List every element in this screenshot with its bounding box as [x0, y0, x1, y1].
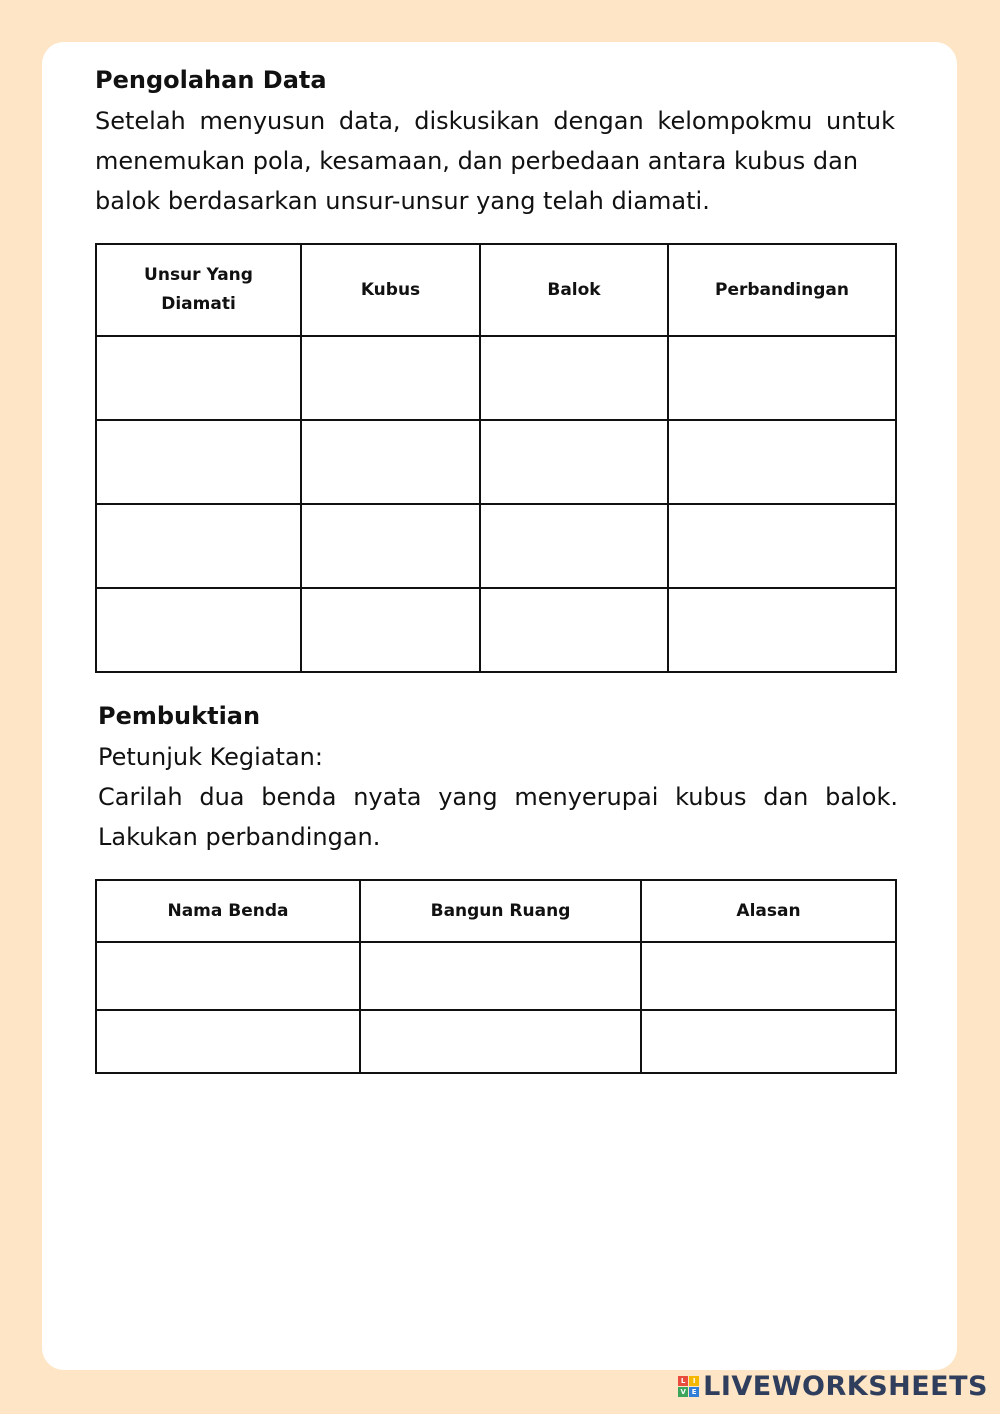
header-nama-benda: Nama Benda: [96, 880, 360, 942]
proof-table: [95, 879, 897, 1074]
section-paragraph-pengolahan-data-last-line: balok berdasarkan unsur-unsur yang telah diamati.: [95, 187, 710, 215]
answer-cell[interactable]: [301, 336, 480, 420]
logo-letter-i: I: [689, 1376, 699, 1386]
liveworksheets-brand-name: LIVEWORKSHEETS: [703, 1371, 988, 1402]
answer-cell[interactable]: [480, 588, 668, 672]
answer-cell[interactable]: [96, 504, 301, 588]
answer-cell[interactable]: [360, 942, 641, 1010]
table-header-row: [96, 244, 896, 336]
header-perbandingan: Perbandingan: [668, 244, 896, 336]
header-kubus: Kubus: [301, 244, 480, 336]
logo-letter-e: E: [689, 1387, 699, 1397]
header-unsur-line2: Diamati: [161, 294, 236, 314]
section-title-pembuktian: Pembuktian: [98, 702, 261, 730]
answer-cell[interactable]: [96, 588, 301, 672]
table-row: [96, 588, 896, 672]
logo-letter-l: L: [678, 1376, 688, 1386]
answer-cell[interactable]: [96, 1010, 360, 1073]
answer-cell[interactable]: [480, 336, 668, 420]
answer-cell[interactable]: [668, 504, 896, 588]
answer-cell[interactable]: [96, 420, 301, 504]
answer-cell[interactable]: [301, 504, 480, 588]
answer-cell[interactable]: [641, 1010, 896, 1073]
answer-cell[interactable]: [360, 1010, 641, 1073]
answer-cell[interactable]: [96, 336, 301, 420]
header-alasan: Alasan: [641, 880, 896, 942]
table-header-row: [96, 880, 896, 942]
liveworksheets-logo: [678, 1371, 988, 1402]
header-unsur-line1: Unsur Yang: [144, 265, 253, 285]
instruction-label: Petunjuk Kegiatan:: [98, 743, 323, 771]
answer-cell[interactable]: [301, 588, 480, 672]
liveworksheets-logo-icon: [678, 1376, 699, 1397]
answer-cell[interactable]: [96, 942, 360, 1010]
answer-cell[interactable]: [668, 336, 896, 420]
answer-cell[interactable]: [480, 420, 668, 504]
section-title-pengolahan-data: Pengolahan Data: [95, 66, 327, 94]
data-processing-table: [95, 243, 897, 673]
answer-cell[interactable]: [641, 942, 896, 1010]
logo-letter-v: V: [678, 1387, 688, 1397]
table-row: [96, 504, 896, 588]
table-row: [96, 420, 896, 504]
header-bangun-ruang: Bangun Ruang: [360, 880, 641, 942]
answer-cell[interactable]: [480, 504, 668, 588]
answer-cell[interactable]: [668, 420, 896, 504]
table-row: [96, 336, 896, 420]
instruction-text-last-line: Lakukan perbandingan.: [98, 823, 381, 851]
section-paragraph-pengolahan-data: Setelah menyusun data, diskusikan dengan kelompokmu untuk menemukan pola, kesamaan, dan perbedaan antara kubus dan: [95, 107, 895, 175]
answer-cell[interactable]: [668, 588, 896, 672]
header-balok: Balok: [480, 244, 668, 336]
answer-cell[interactable]: [301, 420, 480, 504]
header-unsur-yang-diamati: [96, 244, 301, 336]
instruction-text: Carilah dua benda nyata yang menyerupai kubus dan balok.: [98, 783, 898, 811]
table-row: [96, 942, 896, 1010]
table-row: [96, 1010, 896, 1073]
